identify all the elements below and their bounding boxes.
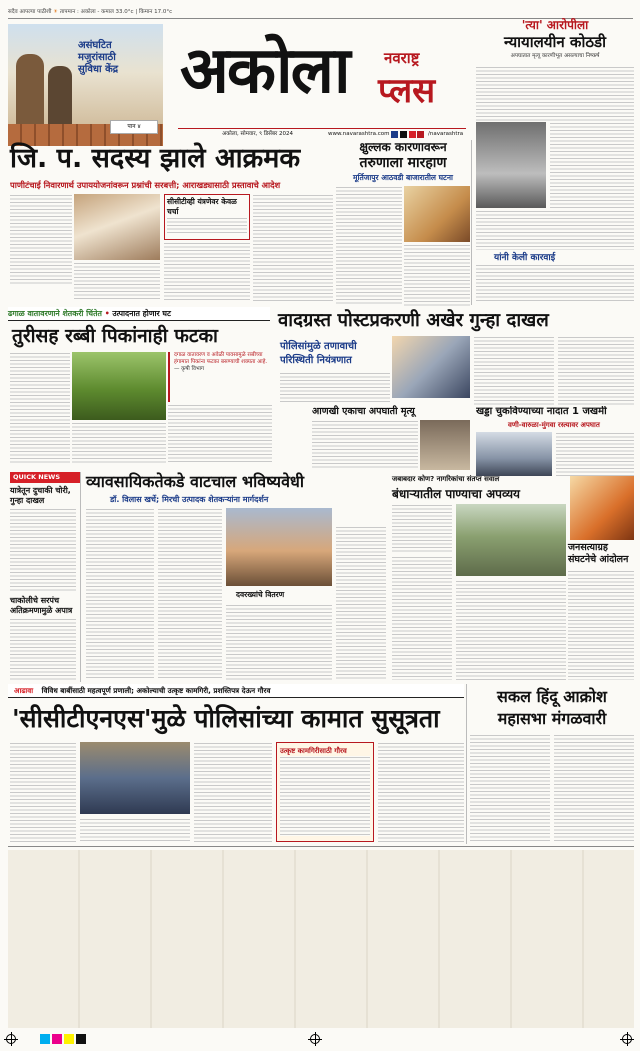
cctns-box-text — [280, 756, 370, 836]
main-headline: जि. प. सदस्य झाले आक्रमक — [10, 143, 301, 174]
pothole-col-1 — [556, 432, 634, 476]
rabi-col-1 — [10, 352, 70, 464]
date-bar — [178, 128, 466, 139]
weather-strip — [8, 307, 270, 320]
page-badge: पान ४ — [110, 120, 158, 134]
accused-photo — [476, 122, 546, 208]
rabi-col-3 — [168, 404, 272, 464]
cctns-col-4 — [378, 742, 464, 842]
hindu-col-2 — [554, 734, 634, 842]
rabi-quote — [168, 352, 272, 402]
assault-text-2 — [404, 244, 470, 306]
youtube-icon[interactable] — [409, 131, 416, 138]
ad-line3: सुविधा केंद्र — [78, 64, 119, 75]
hindu-headline — [470, 686, 634, 730]
sun-icon: ☀ — [53, 9, 59, 15]
main-col-3 — [164, 242, 250, 302]
business-headline: व्यावसायिकतेकडे वाटचाल भविष्यवेधी — [86, 472, 304, 491]
brand-name: नवराष्ट्र — [384, 49, 420, 67]
right-subhead: यांनी केली कारवाई — [494, 253, 556, 263]
weather-strip-label: ढगाळ वातावरणाने शेतकरी चिंतेत — [8, 309, 102, 318]
dateline: अकोला, सोमवार, ९ डिसेंबर 2024 — [222, 131, 293, 137]
col-divider — [466, 684, 467, 844]
right-kicker: 'त्या' आरोपीला — [521, 18, 589, 32]
bottom-ad-area — [8, 850, 634, 1028]
ad-line2: मजुरांसाठी — [78, 52, 116, 63]
weather-strip-sep: • — [104, 309, 110, 318]
bottom-rule — [8, 846, 634, 847]
motorbike-photo — [476, 432, 552, 476]
main-col-2 — [74, 262, 160, 300]
weather-label: सदैव आपल्या पाठीशी — [8, 9, 52, 15]
water-col-3 — [456, 580, 566, 680]
pothole-sub: वणी-वारुळा-मुंगवा रस्त्यावर अपघात — [508, 421, 600, 429]
instagram-icon[interactable] — [417, 131, 424, 138]
right-body-text-3 — [476, 210, 634, 250]
main-col-1 — [10, 194, 72, 286]
registration-mark-icon — [310, 1034, 320, 1044]
worker-figure — [16, 54, 44, 134]
magenta-swatch — [52, 1034, 62, 1044]
rabi-quote-by: — कृषी विभाग — [174, 366, 205, 372]
death-photo — [420, 420, 470, 470]
quick-news-2-text — [10, 618, 76, 680]
black-swatch — [76, 1034, 86, 1044]
water-col-1 — [392, 504, 452, 554]
website: www.navarashtra.com — [328, 131, 390, 137]
assault-story — [336, 140, 470, 306]
ad-line1: असंघटित — [78, 40, 112, 51]
cctv-text — [167, 217, 247, 235]
business-col-4 — [336, 526, 386, 680]
cctns-col-1 — [10, 742, 76, 842]
right-body-text-2 — [550, 122, 634, 208]
right-headline: न्यायालयीन कोठडी — [504, 33, 606, 51]
poster-col-3 — [558, 336, 634, 406]
strip-rule — [8, 320, 270, 321]
masthead — [170, 18, 470, 126]
ad-text-block — [78, 40, 160, 76]
facebook-icon[interactable] — [391, 131, 398, 138]
death-text — [312, 420, 418, 470]
protest-headline-2: संघटनेचे आंदोलन — [568, 554, 629, 565]
quick-news-2-title: चाकोलीचे सरपंच अतिक्रमणामुळे अपात्र — [10, 596, 73, 615]
right-body-text — [476, 66, 634, 122]
rabi-col-2 — [72, 422, 166, 464]
main-photo — [74, 194, 160, 260]
business-caption: दवरख्यांचे वितरण — [236, 590, 285, 599]
cctns-box-title: उत्कृष्ट कामगिरीसाठी गौरव — [280, 747, 347, 755]
registration-mark-icon — [622, 1034, 632, 1044]
assault-illustration — [404, 186, 470, 242]
assault-kicker: क्षुल्लक कारणावरून — [359, 140, 447, 154]
protest-headline — [568, 542, 636, 566]
main-deck: पाणीटंचाई निवारणार्थ उपाययोजनांवरून प्रश्नांची सरबत्ती; आराखड्यासाठी प्रस्तावाचे आदेश — [10, 180, 281, 190]
temp-max: अकोला - कमाल 33.0°c — [80, 9, 134, 15]
cctns-col-2 — [80, 818, 190, 842]
quick-news-1-title: यात्रेतून दुचाकी चोरी, गुन्हा दाखल — [10, 486, 71, 505]
rabi-quote-text: दगाळ वातावरण व अवेळी पावसामुळे रब्बीच्या हंगामात पिकांना फटका बसण्याची शक्यता आहे. — [174, 352, 268, 365]
hindu-headline-2: महासभा मंगळवारी — [497, 709, 607, 728]
cctns-label: आढावा — [14, 686, 34, 695]
police-illustration — [392, 336, 470, 398]
business-sub: डॉ. विलास खर्चे; मिरची उत्पादक शेतकऱ्यांना मार्गदर्शन — [110, 495, 269, 504]
hindu-headline-1: सकल हिंदू आक्रोश — [497, 687, 607, 706]
protest-headline-1: जनसत्याग्रह — [568, 542, 608, 553]
water-photo — [456, 504, 566, 576]
social-handle: /navarashtra — [428, 131, 464, 137]
cctns-photo — [80, 742, 190, 814]
temp-min: किमान 17.0°c — [138, 9, 173, 15]
col-divider — [471, 140, 472, 305]
water-col-2 — [392, 556, 452, 680]
weather-bar: सदैव आपल्या पाठीशी ☀ तापमान : अकोला - कमाल 33.0°c | किमान 17.0°c — [8, 9, 173, 15]
quick-news-label: QUICK NEWS — [13, 473, 61, 481]
registration-mark-icon — [6, 1034, 16, 1044]
pothole-headline: खड्डा चुकविण्याच्या नादात 1 जखमी — [476, 406, 607, 417]
business-col-3 — [226, 604, 332, 680]
cctns-headline: 'सीसीटीएनएस'मुळे पोलिसांच्या कामात सुसूत्रता — [12, 704, 440, 733]
poster-sub: पोलिसांमुळे तणावाची परिस्थिती नियंत्रणात — [280, 341, 357, 366]
hindu-col-1 — [470, 734, 550, 842]
weather-strip-text: उत्पादनात होणार घट — [112, 309, 171, 318]
cyan-swatch — [40, 1034, 50, 1044]
water-kicker: जबाबदार कोण? नागरिकांचा संतप्त सवाल — [392, 475, 500, 483]
protest-text — [568, 570, 634, 680]
cctns-col-3 — [194, 742, 272, 842]
yellow-swatch — [64, 1034, 74, 1044]
brand-plus: प्लस — [378, 71, 436, 111]
right-body-text-4 — [476, 264, 634, 302]
cctns-box — [276, 742, 374, 842]
water-headline: बंधाऱ्यातील पाण्याचा अपव्यय — [392, 487, 520, 501]
main-col-4 — [253, 194, 333, 302]
assault-text — [336, 186, 402, 306]
poster-headline: वादग्रस्त पोस्टप्रकरणी अखेर गुन्हा दाखल — [278, 310, 549, 331]
masthead-city: अकोला — [180, 34, 349, 108]
assault-sub: मूर्तिजापुर आठवडी बाजारातील घटना — [353, 173, 453, 182]
quick-news-badge — [10, 472, 80, 483]
x-icon[interactable] — [400, 131, 407, 138]
cctns-strip — [8, 684, 464, 698]
business-col-2 — [158, 508, 222, 680]
rabi-photo — [72, 352, 166, 420]
temp-label: तापमान : — [59, 9, 79, 15]
right-top-story — [476, 18, 634, 304]
business-photo — [226, 508, 332, 586]
business-col-1 — [86, 508, 154, 680]
cctv-title: सीसीटीव्ही यंत्रणेवर केवळ चर्चा — [167, 197, 237, 216]
death-headline: आणखी एकाचा अपघाती मृत्यू — [312, 406, 415, 417]
quick-news-1-text — [10, 508, 76, 592]
assault-headline: तरुणाला मारहाण — [359, 155, 447, 171]
col-divider — [80, 472, 81, 682]
cctns-strip-text: विविध बाबींसाठी महत्वपूर्ण प्रणाली; अकोल्याची उत्कृष्ट कामगिरी, प्रशस्तिपत्र देऊन गौरव — [41, 686, 271, 695]
protest-illustration — [570, 476, 634, 540]
poster-col-2 — [474, 336, 554, 406]
poster-col-1 — [280, 372, 390, 404]
cctv-box — [164, 194, 250, 240]
right-sub: अपघातात मृत्यू कारणीभूत असल्याचा निष्कर्ष — [510, 53, 600, 59]
rabi-headline: तुरीसह रब्बी पिकांनाही फटका — [12, 325, 218, 347]
